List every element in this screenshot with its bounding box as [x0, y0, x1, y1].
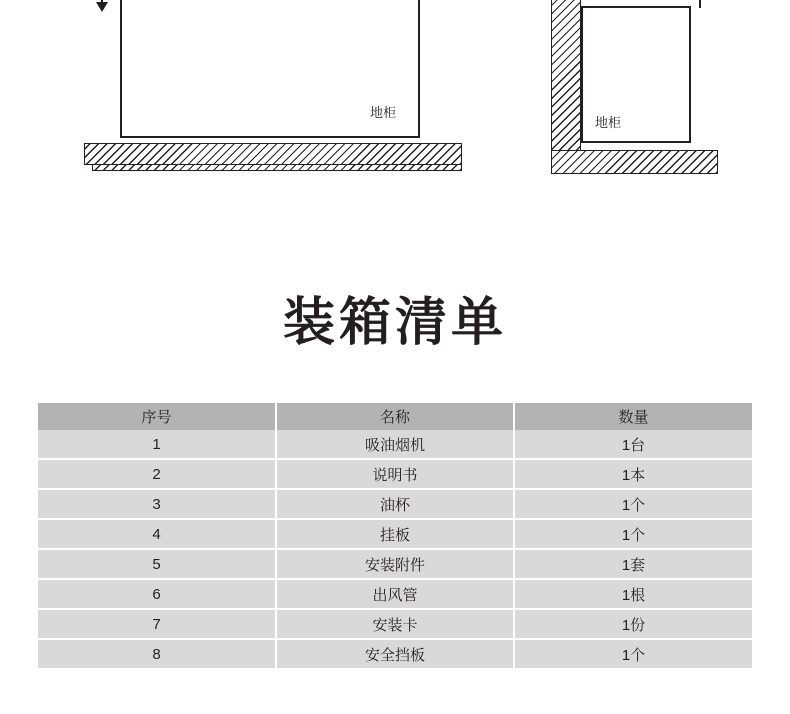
left-floor-hatch-lower [92, 165, 462, 171]
table-cell-name: 安装卡 [276, 609, 514, 639]
table-cell-name: 油杯 [276, 489, 514, 519]
table-header-row [38, 403, 752, 430]
table-cell-no: 6 [38, 579, 276, 609]
installation-diagram [0, 0, 790, 240]
table-row [38, 639, 752, 669]
table-cell-name: 安全挡板 [276, 639, 514, 669]
table-cell-no: 8 [38, 639, 276, 669]
page-title: 装箱清单 [282, 294, 507, 352]
table-row [38, 579, 752, 609]
table-row [38, 549, 752, 579]
left-floor-hatch [84, 143, 462, 165]
table-cell-qty: 1个 [514, 489, 752, 519]
table-row [38, 609, 752, 639]
table-cell-name: 安装附件 [276, 549, 514, 579]
dimension-arrow-head-icon [96, 2, 108, 12]
table-cell-qty: 1个 [514, 639, 752, 669]
table-cell-no: 4 [38, 519, 276, 549]
table-row [38, 489, 752, 519]
right-wall-hatch [551, 0, 581, 174]
table-cell-no: 7 [38, 609, 276, 639]
table-cell-qty: 1份 [514, 609, 752, 639]
table-cell-no: 1 [38, 430, 276, 459]
table-cell-no: 5 [38, 549, 276, 579]
right-floor-hatch [551, 150, 718, 174]
column-header-no: 序号 [38, 403, 276, 430]
table-cell-qty: 1套 [514, 549, 752, 579]
table-cell-qty: 1台 [514, 430, 752, 459]
table-cell-name: 吸油烟机 [276, 430, 514, 459]
table-cell-qty: 1根 [514, 579, 752, 609]
table-cell-name: 说明书 [276, 459, 514, 489]
right-cabinet-label: 地柜 [595, 115, 622, 130]
table-cell-no: 2 [38, 459, 276, 489]
table-cell-qty: 1本 [514, 459, 752, 489]
column-header-qty: 数量 [514, 403, 752, 430]
table-cell-name: 出风管 [276, 579, 514, 609]
table-cell-qty: 1个 [514, 519, 752, 549]
packing-list-table [38, 403, 752, 670]
table-cell-name: 挂板 [276, 519, 514, 549]
table-row [38, 519, 752, 549]
column-header-name: 名称 [276, 403, 514, 430]
left-cabinet-label: 地柜 [370, 105, 397, 120]
table-row [38, 459, 752, 489]
table-cell-no: 3 [38, 489, 276, 519]
table-row [38, 430, 752, 459]
